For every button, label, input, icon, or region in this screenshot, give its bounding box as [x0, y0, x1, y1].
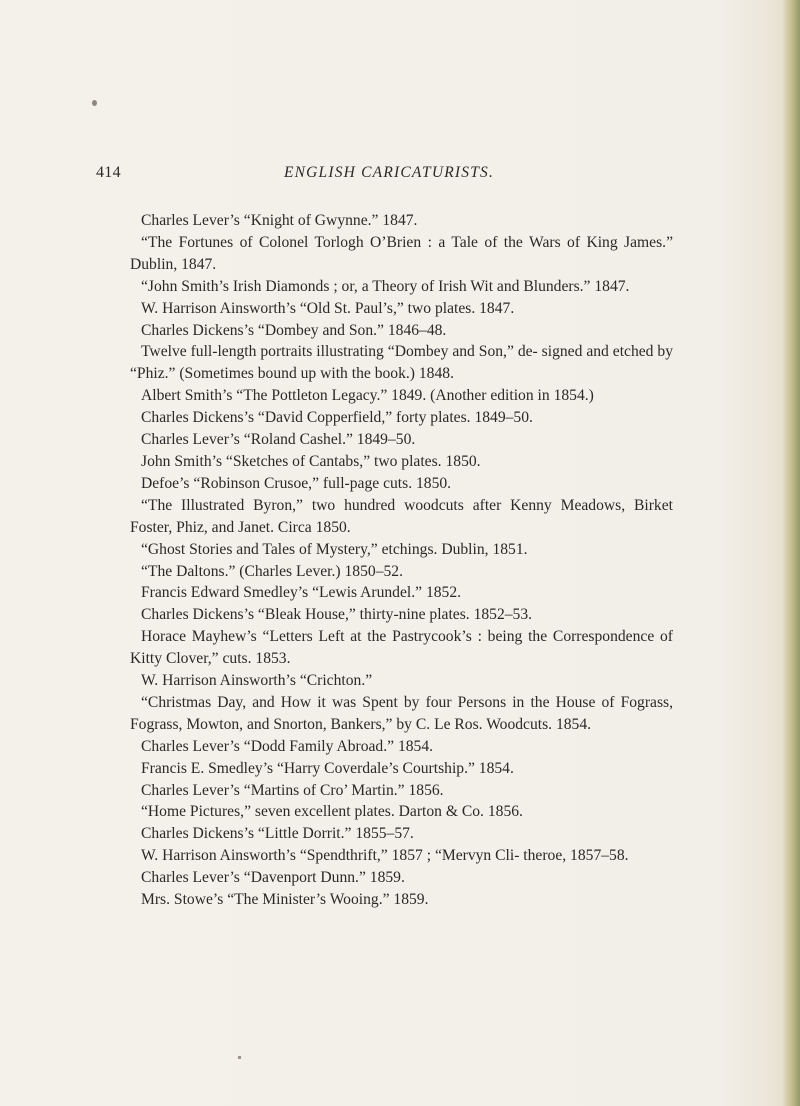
list-item: Charles Dickens’s “Dombey and Son.” 1846–48.: [141, 321, 447, 339]
list-item: “The Fortunes of Colonel Torlogh O’Brien : a Tale of the Wars of King James.” Dublin, 1847.: [130, 233, 673, 273]
list-item: Charles Lever’s “Davenport Dunn.” 1859.: [141, 869, 405, 887]
list-item: W. Harrison Ainsworth’s “Spendthrift,” 1857 ; “Mervyn Cli- theroe, 1857–58.: [141, 847, 629, 865]
list-item: John Smith’s “Sketches of Cantabs,” two plates. 1850.: [141, 452, 481, 470]
list-item: Defoe’s “Robinson Crusoe,” full-page cuts. 1850.: [141, 474, 452, 492]
ink-speck: [92, 100, 97, 106]
list-item: “John Smith’s Irish Diamonds ; or, a Theory of Irish Wit and Blunders.” 1847.: [141, 277, 630, 295]
list-item: Twelve full-length portraits illustrating “Dombey and Son,” de- signed and etched by “Phiz.” (Sometimes bound up with the book.) 1848.: [130, 343, 673, 383]
page-number: 414: [96, 164, 121, 181]
list-item: Albert Smith’s “The Pottleton Legacy.” 1849. (Another edition in 1854.): [141, 387, 594, 405]
list-item: Francis E. Smedley’s “Harry Coverdale’s Courtship.” 1854.: [141, 759, 514, 777]
list-item: “Christmas Day, and How it was Spent by four Persons in the House of Fograss, Fograss, Mowton, and Snorton, Bankers,” by C. Le Ros. Woodcuts. 1854.: [130, 693, 673, 733]
list-item: Charles Lever’s “Dodd Family Abroad.” 1854.: [141, 737, 434, 755]
printer-mark: [238, 1056, 241, 1059]
list-item: Charles Dickens’s “Bleak House,” thirty-nine plates. 1852–53.: [141, 606, 533, 624]
list-item: Mrs. Stowe’s “The Minister’s Wooing.” 1859.: [141, 891, 429, 909]
list-item: “Home Pictures,” seven excellent plates. Darton & Co. 1856.: [141, 803, 523, 821]
list-item: Charles Lever’s “Knight of Gwynne.” 1847.: [141, 212, 418, 229]
list-item: W. Harrison Ainsworth’s “Old St. Paul’s,” two plates. 1847.: [141, 299, 515, 317]
list-item: Charles Lever’s “Roland Cashel.” 1849–50.: [141, 431, 416, 449]
list-item: Francis Edward Smedley’s “Lewis Arundel.” 1852.: [141, 584, 462, 602]
page-header: [96, 164, 682, 186]
list-item: Charles Dickens’s “Little Dorrit.” 1855–57.: [141, 825, 414, 843]
bibliography-list: [130, 210, 673, 911]
page-edge-shadow: [782, 0, 800, 1106]
list-item: “The Illustrated Byron,” two hundred woodcuts after Kenny Meadows, Birket Foster, Phiz, and Janet. Circa 1850.: [130, 496, 673, 536]
list-item: “The Daltons.” (Charles Lever.) 1850–52.: [141, 562, 403, 580]
list-item: Charles Dickens’s “David Copperfield,” forty plates. 1849–50.: [141, 409, 533, 427]
list-item: “Ghost Stories and Tales of Mystery,” etchings. Dublin, 1851.: [141, 540, 528, 558]
running-head: ENGLISH CARICATURISTS.: [283, 164, 495, 181]
list-item: W. Harrison Ainsworth’s “Crichton.”: [141, 672, 373, 690]
list-item: Horace Mayhew’s “Letters Left at the Pastrycook’s : being the Correspondence of Kitty Clover,” cuts. 1853.: [130, 628, 673, 668]
list-item: Charles Lever’s “Martins of Cro’ Martin.” 1856.: [141, 781, 444, 799]
